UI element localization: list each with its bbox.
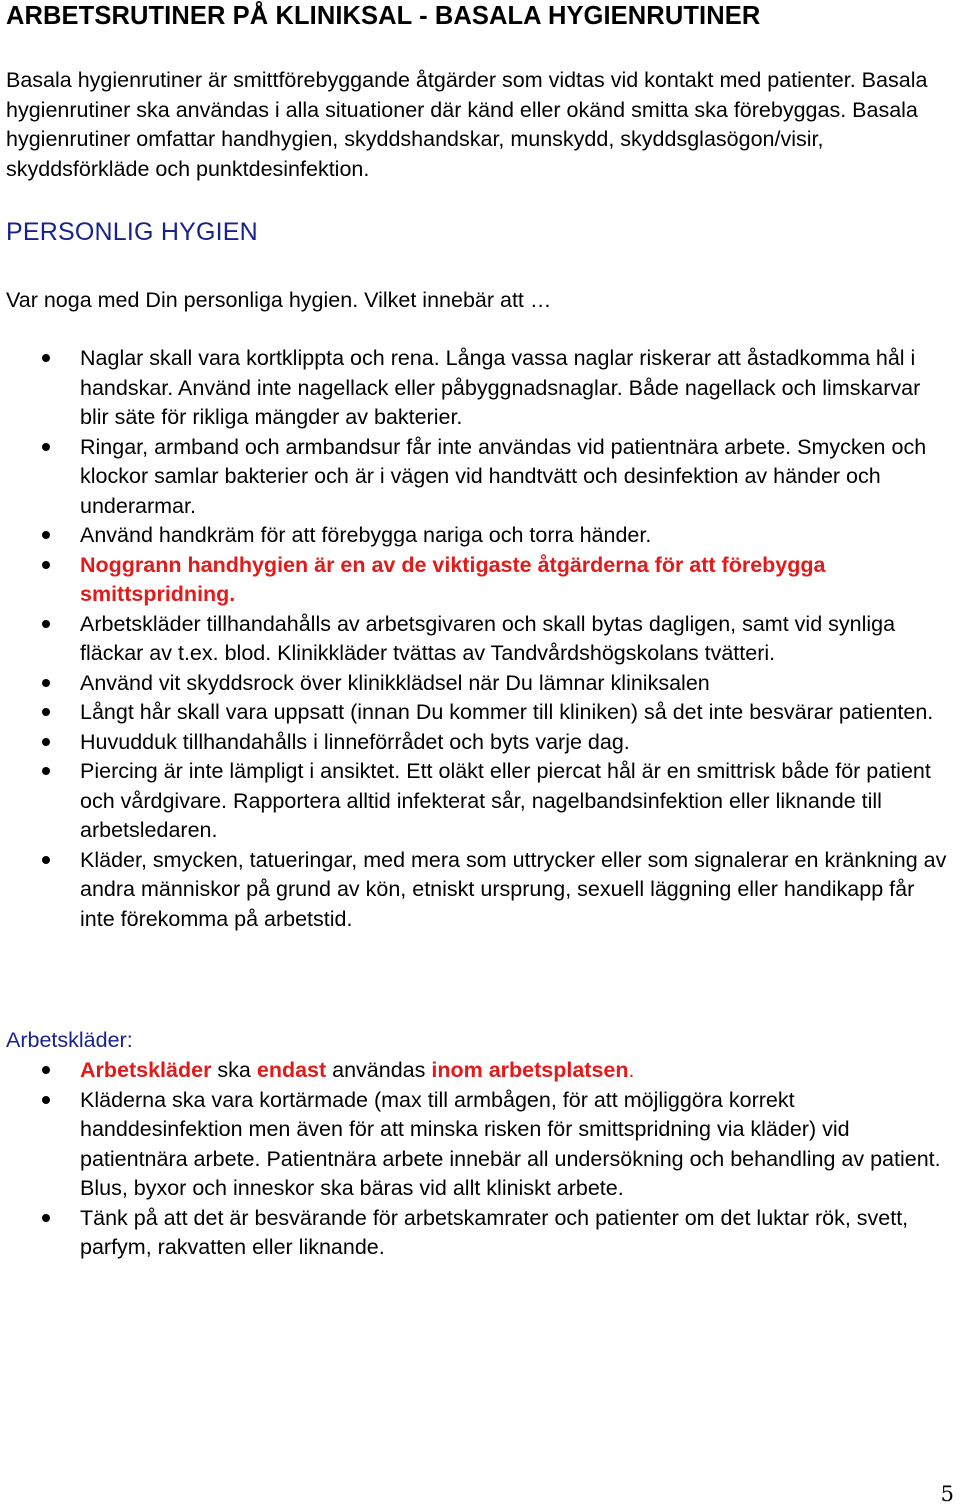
work-clothes-list — [6, 1056, 954, 1263]
list-item — [6, 433, 954, 522]
list-item-text: Kläder, smycken, tatueringar, med mera som uttrycker eller som signalerar en kränkning av andra människor på grund av kön, etniskt ursprung, sexuell läggning eller handikapp får inte förekomma på arbetstid. — [80, 847, 947, 931]
list-item — [6, 669, 954, 699]
list-item-text: Tänk på att det är besvärande för arbetskamrater och patienter om det luktar rök, svett, parfym, rakvatten eller liknande. — [80, 1205, 909, 1259]
bullet-icon — [42, 738, 50, 746]
bullet-icon — [42, 1214, 50, 1222]
list-item-text: . — [628, 1058, 635, 1082]
bullet-icon — [42, 443, 50, 451]
list-item — [6, 521, 954, 551]
list-item-text: Använd handkräm för att förebygga nariga och torra händer. — [80, 523, 652, 547]
list-item-text: Använd vit skyddsrock över klinikklädsel när Du lämnar kliniksalen — [80, 670, 710, 695]
emphasis-text: endast — [256, 1058, 327, 1082]
list-item — [6, 1056, 954, 1086]
list-item — [6, 610, 954, 669]
list-item — [6, 1204, 954, 1263]
intro-text: Basala hygienrutiner är smittförebyggande åtgärder som vidtas vid kontakt med patienter. Basala hygienrutiner ska användas i alla situationer där känd eller okänd smitta ska förebyggas. Basala hygienrutiner omfattar handhygien, skyddshandskar, munskydd, skyddsglasögon/visir, skyddsförkläde och punktdesinfektion. — [6, 68, 928, 181]
list-item-text: Långt hår skall vara uppsatt (innan Du kommer till kliniken) så det inte besvärar patienten. — [80, 700, 934, 724]
section-lead: Var noga med Din personliga hygien. Vilket innebär att … — [6, 288, 552, 312]
list-item — [6, 344, 954, 433]
emphasis-text: inom arbetsplatsen — [431, 1058, 629, 1082]
bullet-icon — [42, 531, 50, 539]
personal-hygiene-list — [6, 344, 954, 934]
list-item-text: Ringar, armband och armbandsur får inte användas vid patientnära arbete. Smycken och klockor samlar bakterier och är i vägen vid handtvätt och desinfektion av händer och underarmar. — [80, 434, 927, 518]
section-heading-work-clothes: Arbetskläder: — [6, 1028, 133, 1052]
list-item-highlight — [6, 551, 954, 610]
emphasis-text: Arbetskläder — [80, 1058, 212, 1082]
list-item-text: Naglar skall vara kortklippta och rena. Långa vassa naglar riskerar att åstadkomma hål i handskar. Använd inte nagellack eller påbyggnadsnaglar. Både nagellack och limskarvar blir säte för rikliga mängder av bakterier. — [80, 346, 921, 429]
bullet-icon — [42, 1096, 50, 1104]
list-item-text: användas — [326, 1058, 432, 1082]
page-number: 5 — [940, 1482, 954, 1506]
list-item — [6, 698, 954, 728]
intro-paragraph — [6, 66, 946, 184]
bullet-icon — [42, 767, 50, 775]
list-item-text: Noggrann handhygien är en av de viktigaste åtgärderna för att förebygga smittspridning. — [80, 552, 826, 606]
bullet-icon — [42, 856, 50, 864]
list-item — [6, 1086, 954, 1204]
bullet-icon — [42, 354, 50, 362]
list-item — [6, 846, 954, 935]
list-item-text: Arbetskläder tillhandahålls av arbetsgivaren och skall bytas dagligen, samt vid synliga fläckar av t.ex. blod. Klinikkläder tvättas av Tandvårdshögskolans tvätteri. — [80, 611, 896, 665]
list-item-text: Kläderna ska vara kortärmade (max till armbågen, för att möjliggöra korrekt handdesinfektion men även för att minska risken för smittspridning via kläder) vid patientnära arbete. Patientnära arbete innebär all undersökning och behandling av patient. Blus, byxor och inneskor ska bäras vid allt kliniskt arbete. — [80, 1087, 941, 1200]
list-item — [6, 757, 954, 846]
list-item-text: Huvudduk tillhandahålls i linneförrådet och byts varje dag. — [80, 729, 630, 754]
bullet-icon — [42, 561, 50, 569]
list-item-text: ska — [211, 1058, 257, 1082]
bullet-icon — [42, 1066, 50, 1074]
bullet-icon — [42, 620, 50, 628]
bullet-icon — [42, 679, 50, 687]
section-heading-personal-hygiene: PERSONLIG HYGIEN — [6, 218, 258, 246]
bullet-icon — [42, 708, 50, 716]
list-item — [6, 728, 954, 758]
page-title: ARBETSRUTINER PÅ KLINIKSAL - BASALA HYGIENRUTINER — [6, 2, 761, 30]
list-item-text: Piercing är inte lämpligt i ansiktet. Ett oläkt eller piercat hål är en smittrisk både för patient och vårdgivare. Rapportera alltid infekterat sår, nagelbandsinfektion eller liknande till arbetsledaren. — [80, 759, 931, 842]
